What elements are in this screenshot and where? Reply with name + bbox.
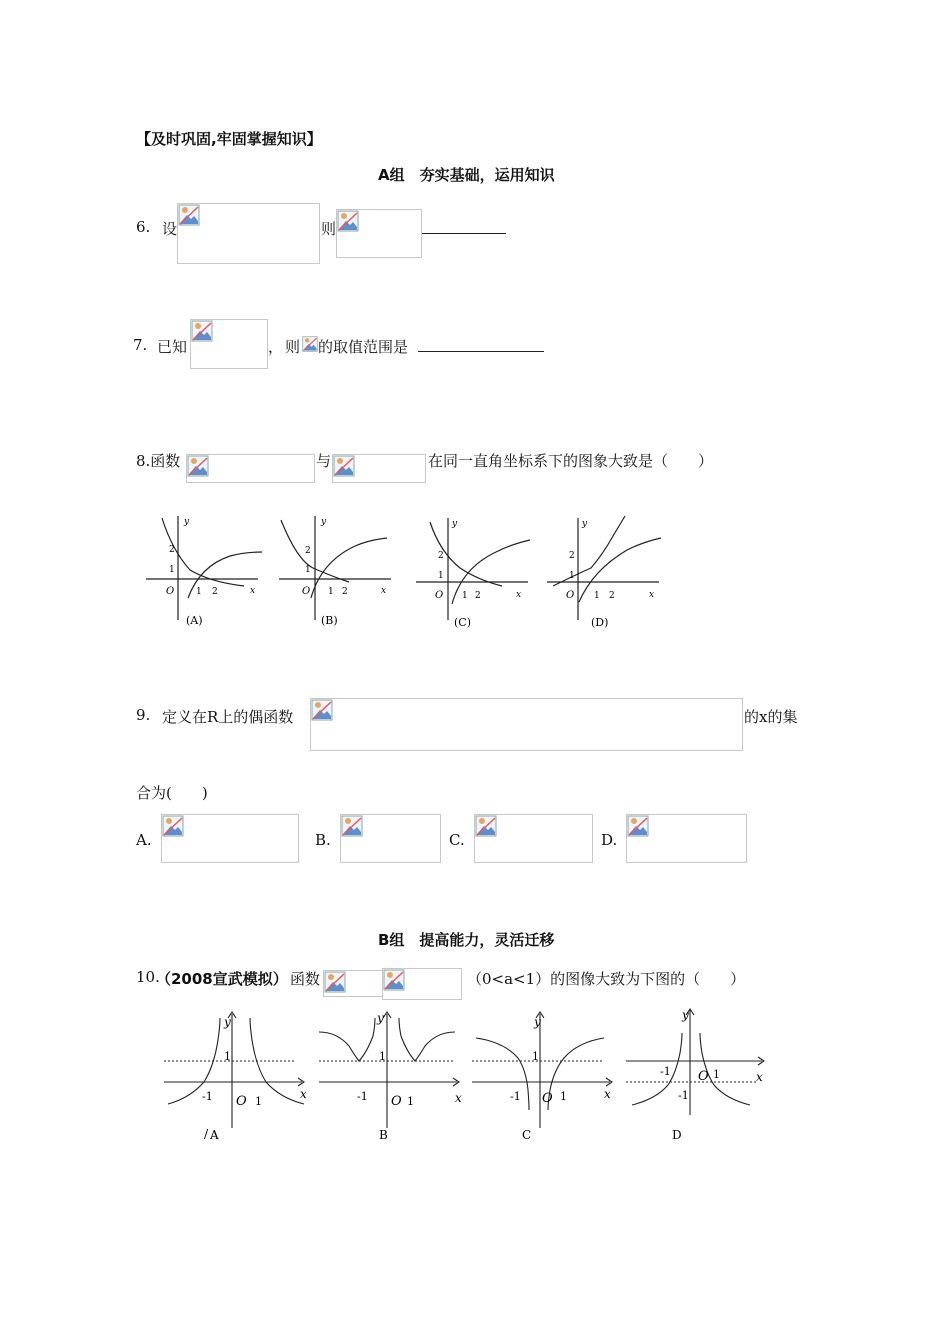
curve-left	[319, 1018, 375, 1061]
y-tick-2: 2	[305, 546, 311, 556]
y-tick-1: 1	[379, 1050, 386, 1063]
y-tick-2: 2	[169, 545, 175, 555]
q10-graph-d[interactable]	[622, 1005, 777, 1150]
y-tick-1: 1	[224, 1050, 231, 1063]
q10-source: （2008宣武模拟）	[156, 970, 288, 988]
y-tick-neg1: -1	[678, 1089, 689, 1102]
x-tick-2: 2	[212, 587, 218, 597]
q9-option-c-image[interactable]	[474, 814, 593, 863]
curve-increasing	[311, 538, 387, 598]
broken-image-icon	[187, 455, 209, 477]
graph-label-c: C	[522, 1128, 532, 1142]
x-tick-1: 1	[328, 587, 334, 597]
origin-label: O	[435, 590, 444, 601]
x-label: x	[455, 1091, 462, 1105]
y-tick-2: 2	[438, 551, 444, 561]
q8-text-post: 在同一直角坐标系下的图象大致是（ ）	[428, 452, 714, 470]
y-label: y	[321, 517, 327, 527]
broken-image-icon	[311, 699, 333, 721]
group-b-title: B组 提高能力，灵活迁移	[378, 931, 555, 949]
origin-label: O	[302, 586, 311, 597]
curve-right	[548, 1038, 604, 1110]
q6-text-mid: 则	[321, 220, 337, 238]
q7-var-image	[302, 336, 318, 352]
x-tick-neg1: -1	[660, 1065, 671, 1078]
graph-label-d: D	[672, 1128, 682, 1142]
broken-image-icon	[302, 336, 318, 352]
x-label: x	[604, 1087, 611, 1101]
y-label: y	[534, 1015, 541, 1029]
q10-graph-c[interactable]	[468, 1010, 623, 1150]
curve-steep	[553, 516, 625, 586]
q9-option-b-label: B.	[315, 831, 331, 849]
x-tick-neg1: -1	[510, 1090, 521, 1103]
q9-option-d-image[interactable]	[626, 814, 747, 863]
q6-text-pre: 设	[162, 220, 178, 238]
x-tick-2: 2	[342, 587, 348, 597]
q9-option-b-image[interactable]	[340, 814, 441, 863]
q7-blank[interactable]	[418, 351, 544, 352]
curve-left	[476, 1038, 529, 1110]
q7-text-then: 则	[285, 338, 301, 356]
q9-text-pre: 定义在R上的偶函数	[162, 708, 294, 726]
graph-label-d: (D)	[591, 616, 609, 629]
mark-slash: /	[204, 1127, 209, 1141]
graph-label-a: A	[210, 1128, 219, 1142]
q6-answer-image	[336, 209, 422, 258]
broken-image-icon	[475, 815, 497, 837]
broken-image-icon	[191, 320, 213, 342]
origin-label: O	[166, 586, 175, 597]
q7-comma: ，	[268, 338, 284, 356]
q7-text-pre: 已知	[157, 338, 188, 356]
broken-image-icon	[627, 815, 649, 837]
q8-graph-a[interactable]	[140, 510, 270, 630]
y-label: y	[452, 519, 458, 529]
graph-label-a: (A)	[186, 614, 203, 627]
y-tick-1: 1	[169, 565, 175, 575]
y-label: y	[224, 1015, 231, 1029]
graph-label-b: B	[379, 1128, 388, 1142]
x-tick-2: 2	[609, 591, 615, 601]
x-label: x	[649, 590, 655, 600]
x-label: x	[516, 590, 522, 600]
y-tick-1: 1	[305, 565, 311, 575]
origin-label: O	[566, 590, 575, 601]
q9-number: 9.	[136, 706, 151, 724]
origin-label: O	[236, 1094, 247, 1109]
origin-label: O	[698, 1069, 709, 1084]
q10-func2-image	[382, 968, 462, 1000]
q9-option-a-label: A.	[136, 831, 152, 849]
y-tick-1: 1	[438, 571, 444, 581]
broken-image-icon	[341, 815, 363, 837]
y-label: y	[184, 517, 190, 527]
y-tick-1: 1	[532, 1050, 539, 1063]
y-label: y	[377, 1011, 384, 1025]
q7-formula-image	[190, 319, 268, 369]
x-label: x	[300, 1087, 307, 1101]
q9-option-c-label: C.	[449, 831, 465, 849]
q9-condition-image	[310, 698, 743, 751]
q6-number: 6.	[136, 218, 151, 236]
curve-right	[399, 1018, 455, 1061]
x-label: x	[381, 586, 387, 596]
q9-option-d-label: D.	[601, 831, 618, 849]
q9-text-line2: 合为( )	[136, 784, 208, 802]
y-label: y	[682, 1008, 689, 1022]
x-tick-1: 1	[560, 1090, 567, 1103]
q10-graph-b[interactable]	[315, 1010, 470, 1150]
q9-option-a-image[interactable]	[161, 814, 299, 863]
graph-label-c: (C)	[454, 616, 471, 629]
curve-left	[632, 1033, 682, 1105]
q10-number: 10.	[136, 968, 160, 986]
q8-func1-image	[186, 454, 315, 483]
x-tick-1: 1	[255, 1095, 262, 1108]
x-tick-1: 1	[407, 1095, 414, 1108]
q8-graph-b[interactable]	[275, 510, 405, 630]
origin-label: O	[542, 1091, 553, 1106]
broken-image-icon	[162, 815, 184, 837]
broken-image-icon	[178, 204, 200, 226]
broken-image-icon	[383, 969, 405, 991]
x-label: x	[250, 586, 256, 596]
origin-label: O	[391, 1094, 402, 1109]
section-heading: 【及时巩固,牢固掌握知识】	[136, 130, 322, 148]
q8-text-pre: 8.函数	[136, 452, 181, 470]
q8-func2-image	[332, 454, 426, 483]
x-tick-neg1: -1	[202, 1090, 213, 1103]
q8-graph-c[interactable]	[412, 510, 542, 630]
graph-label-b: (B)	[321, 614, 338, 627]
q7-text-post: 的取值范围是	[318, 338, 409, 356]
q8-text-with: 与	[316, 452, 332, 470]
group-a-title: A组 夯实基础，运用知识	[378, 166, 555, 184]
broken-image-icon	[337, 210, 359, 232]
q9-text-post: 的x的集	[744, 708, 798, 726]
broken-image-icon	[333, 455, 355, 477]
y-tick-2: 2	[569, 551, 575, 561]
broken-image-icon	[324, 971, 346, 993]
y-tick-1: 1	[569, 571, 575, 581]
x-tick-1: 1	[196, 587, 202, 597]
x-tick-2: 2	[475, 591, 481, 601]
q10-text-post: （0<a<1）的图像大致为下图的（ ）	[467, 970, 746, 988]
q6-formula-image	[177, 203, 320, 264]
x-label: x	[756, 1070, 763, 1084]
q7-number: 7.	[133, 336, 148, 354]
q6-blank[interactable]	[422, 233, 506, 234]
q8-graph-d[interactable]	[543, 510, 673, 630]
q10-graph-a[interactable]	[160, 1010, 315, 1150]
y-label: y	[582, 519, 588, 529]
x-tick-neg1: -1	[357, 1090, 368, 1103]
q10-text-pre: 函数	[290, 970, 321, 988]
x-tick-1: 1	[594, 591, 600, 601]
q10-func1-image	[323, 970, 383, 997]
x-tick-1: 1	[462, 591, 468, 601]
x-tick-1: 1	[713, 1068, 720, 1081]
